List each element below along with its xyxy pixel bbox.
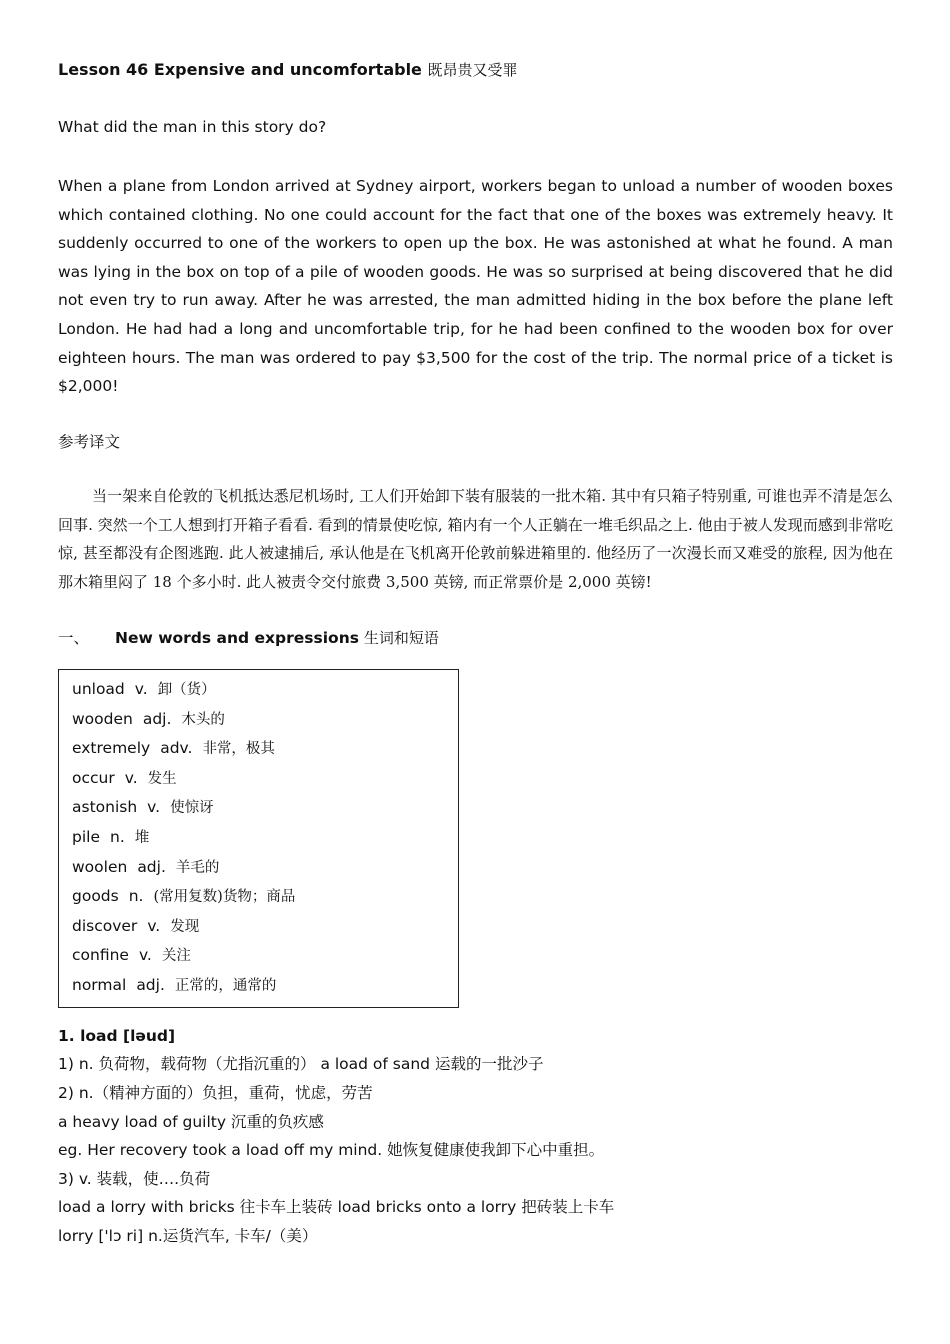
vocab-row (72, 882, 458, 912)
section-number: 一、 (58, 628, 90, 647)
vocab-row (72, 734, 458, 764)
vocab-row (72, 764, 458, 794)
section-heading (58, 626, 893, 650)
vocab-row (72, 853, 458, 883)
translation-passage: 当一架来自伦敦的飞机抵达悉尼机场时, 工人们开始卸下装有服装的一批木箱. 其中有只箱子特别重, 可谁也弄不清是怎么回事. 突然一个工人想到打开箱子看看. 看到的情景使吃惊, 箱内有一个人正躺在一堆毛织品之上. 他由于被人发现而感到非常吃惊, 甚至都没有企图逃跑. 此人被逮捕后, 承认他是在飞机离开伦敦前躲进箱里的. 他经历了一次漫长而又难受的旅程, 因为他在那木箱里闷了 18 个多小时. 此人被责令交付旅费 3,500 英镑, 而正常票价是 2,000 英镑! (58, 486, 893, 592)
vocab-row (72, 971, 458, 1001)
vocab-box (58, 669, 459, 1009)
load-line: lorry ['lɔ ri] n.运货汽车, 卡车/（美） (58, 1227, 318, 1246)
vocab-row (72, 705, 458, 735)
vocab-row (72, 793, 458, 823)
load-line: load a lorry with bricks 往卡车上装砖 load bricks onto a lorry 把砖装上卡车 (58, 1198, 615, 1217)
vocab-meaning: 羊毛的 (175, 859, 220, 876)
lesson-title-en: Lesson 46 Expensive and uncomfortable (58, 60, 422, 79)
vocab-meaning: 非常，极其 (202, 741, 275, 758)
lesson-title-cn: 既昂贵又受罪 (427, 61, 518, 79)
lesson-title (58, 58, 893, 82)
vocab-word: confine (72, 946, 129, 965)
lesson-question: What did the man in this story do? (58, 118, 327, 136)
load-line: 1) n. 负荷物，载荷物（尤指沉重的） a load of sand 运载的一批沙子 (58, 1055, 544, 1074)
vocab-meaning: 发现 (170, 918, 200, 935)
vocab-word: astonish (72, 798, 138, 817)
document-page (58, 58, 893, 1251)
vocab-word: occur (72, 768, 115, 787)
section-title-cn: 生词和短语 (363, 628, 439, 647)
vocab-word: goods (72, 887, 119, 906)
load-line: a heavy load of guilty 沉重的负疚感 (58, 1112, 324, 1131)
vocab-pos: v. (134, 679, 148, 698)
vocab-meaning: 堆 (134, 829, 150, 846)
vocab-row (72, 941, 458, 971)
vocab-pos: v. (138, 946, 152, 965)
vocab-word: pile (72, 827, 100, 846)
load-line: eg. Her recovery took a load off my mind. 她恢复健康使我卸下心中重担。 (58, 1141, 605, 1160)
vocab-row (72, 675, 458, 705)
vocab-meaning: 卸（货） (157, 681, 216, 698)
load-line: 2) n.（精神方面的）负担，重荷，忧虑，劳苦 (58, 1084, 373, 1103)
vocab-meaning: 木头的 (181, 711, 225, 728)
vocab-pos: adj. (142, 709, 172, 728)
vocab-word: discover (72, 916, 138, 935)
vocab-word: woolen (72, 857, 128, 876)
vocab-row (72, 912, 458, 942)
vocab-word: normal (72, 975, 127, 994)
vocab-pos: adv. (160, 739, 193, 758)
vocab-row (72, 823, 458, 853)
vocab-meaning: (常用复数)货物；商品 (153, 889, 296, 906)
lesson-passage: When a plane from London arrived at Sydney airport, workers began to unload a number of wooden boxes which contained clothing. No one could account for the fact that one of the boxes was extremely heavy. It suddenly occurred to one of the workers to open up the box. He was astonished at what he found. A man was lying in the box on top of a pile of wooden goods. He was so surprised at being discovered that he did not even try to run away. After he was arrested, the man admitted hiding in the box before the plane left London. He had had a long and uncomfortable trip, for he had been confined to the wooden box for over eighteen hours. The man was ordered to pay $3,500 for the cost of the trip. The normal price of a ticket is $2,000! (58, 177, 893, 396)
vocab-pos: v. (147, 916, 161, 935)
vocab-pos: v. (124, 768, 138, 787)
vocab-meaning: 正常的，通常的 (174, 977, 277, 994)
vocab-pos: n. (110, 827, 125, 846)
section-title-en: New words and expressions (115, 628, 359, 647)
vocab-meaning: 发生 (147, 770, 177, 787)
vocab-meaning: 关注 (161, 948, 191, 965)
vocab-word: unload (72, 679, 125, 698)
vocab-meaning: 使惊讶 (170, 800, 214, 817)
vocab-pos: v. (147, 798, 161, 817)
load-heading: 1. load [ləud] (58, 1027, 176, 1046)
load-line: 3) v. 装载，使….负荷 (58, 1169, 211, 1188)
vocab-pos: adj. (136, 975, 165, 994)
translation-heading: 参考译文 (58, 432, 121, 451)
vocab-pos: adj. (137, 857, 166, 876)
vocab-word: extremely (72, 739, 151, 758)
vocab-word: wooden (72, 709, 133, 728)
vocab-pos: n. (128, 887, 144, 906)
